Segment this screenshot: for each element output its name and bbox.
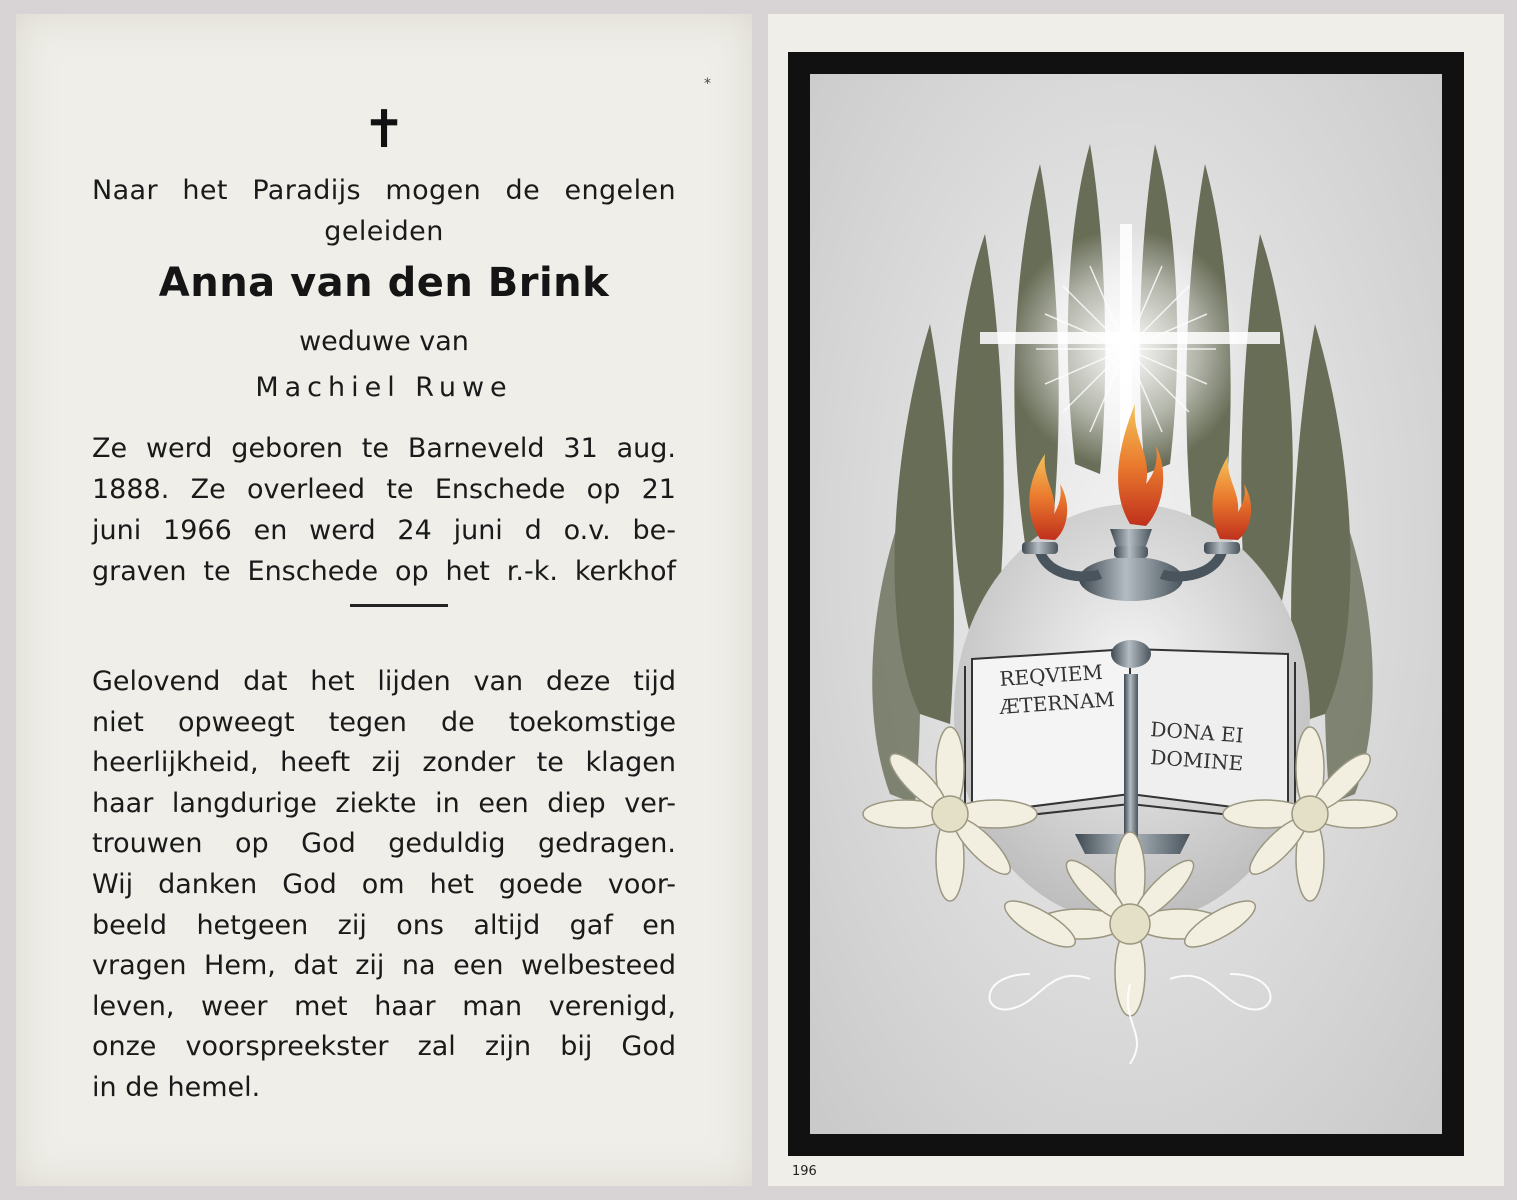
intro-line-1: Naar het Paradijs mogen de engelen: [92, 175, 676, 206]
widow-of-label: weduwe van: [299, 326, 469, 357]
book-text-requiem: REQVIEM: [998, 659, 1104, 691]
bio-line: 1888. Ze overleed te Enschede op 21: [92, 474, 676, 505]
memorial-card-text-side: [16, 14, 752, 1186]
prayer-line: heerlijkheid, heeft zij zonder te klagen: [92, 747, 676, 779]
memorial-card-picture-side: [768, 14, 1504, 1186]
prayer-line: leven, weer met haar man verenigd,: [92, 990, 676, 1022]
book-text-aeternam: ÆTERNAM: [998, 686, 1116, 719]
bio-line: Ze werd geboren te Barneveld 31 aug.: [92, 433, 676, 464]
bio-line: graven te Enschede op het r.-k. kerkhof: [92, 556, 676, 587]
prayer-line: vragen Hem, dat zij na een welbesteed: [92, 950, 676, 982]
prayer-line: Wij danken God om het goede voor-: [92, 868, 676, 900]
book-text-dona-ei: DONA EI: [1149, 717, 1245, 748]
prayer-line: onze voorspreekster zal zijn bij God: [92, 1031, 676, 1063]
prayer-line: niet opweegt tegen de toekomstige: [92, 706, 676, 738]
devotional-illustration: [810, 74, 1442, 1134]
intro-line-2: geleiden: [324, 216, 444, 247]
intro-text: [92, 170, 676, 252]
cross-icon: ✝: [362, 100, 406, 160]
prayer-line: trouwen op God geduldig gedragen.: [92, 828, 676, 860]
prayer-line: in de hemel.: [92, 1071, 261, 1103]
prayer-line: Gelovend dat het lijden van deze tijd: [92, 666, 676, 697]
bio-line: juni 1966 en werd 24 juni d o.v. be-: [92, 515, 676, 546]
husband-name: Machiel Ruwe: [255, 372, 513, 403]
prayer-line: beeld hetgeen zij ons altijd gaf en: [92, 909, 676, 941]
ribbon-curls: [990, 974, 1271, 1064]
black-mourning-border: [788, 52, 1464, 1156]
book-text-domine: DOMINE: [1149, 745, 1245, 776]
print-number: 196: [792, 1164, 817, 1179]
divider-rule: [350, 604, 448, 607]
corner-mark: *: [704, 76, 711, 92]
biography-text: [92, 428, 676, 592]
prayer-line: haar langdurige ziekte in een diep ver-: [92, 787, 676, 819]
deceased-name: Anna van den Brink: [158, 260, 610, 306]
prayer-text: [92, 662, 676, 1109]
